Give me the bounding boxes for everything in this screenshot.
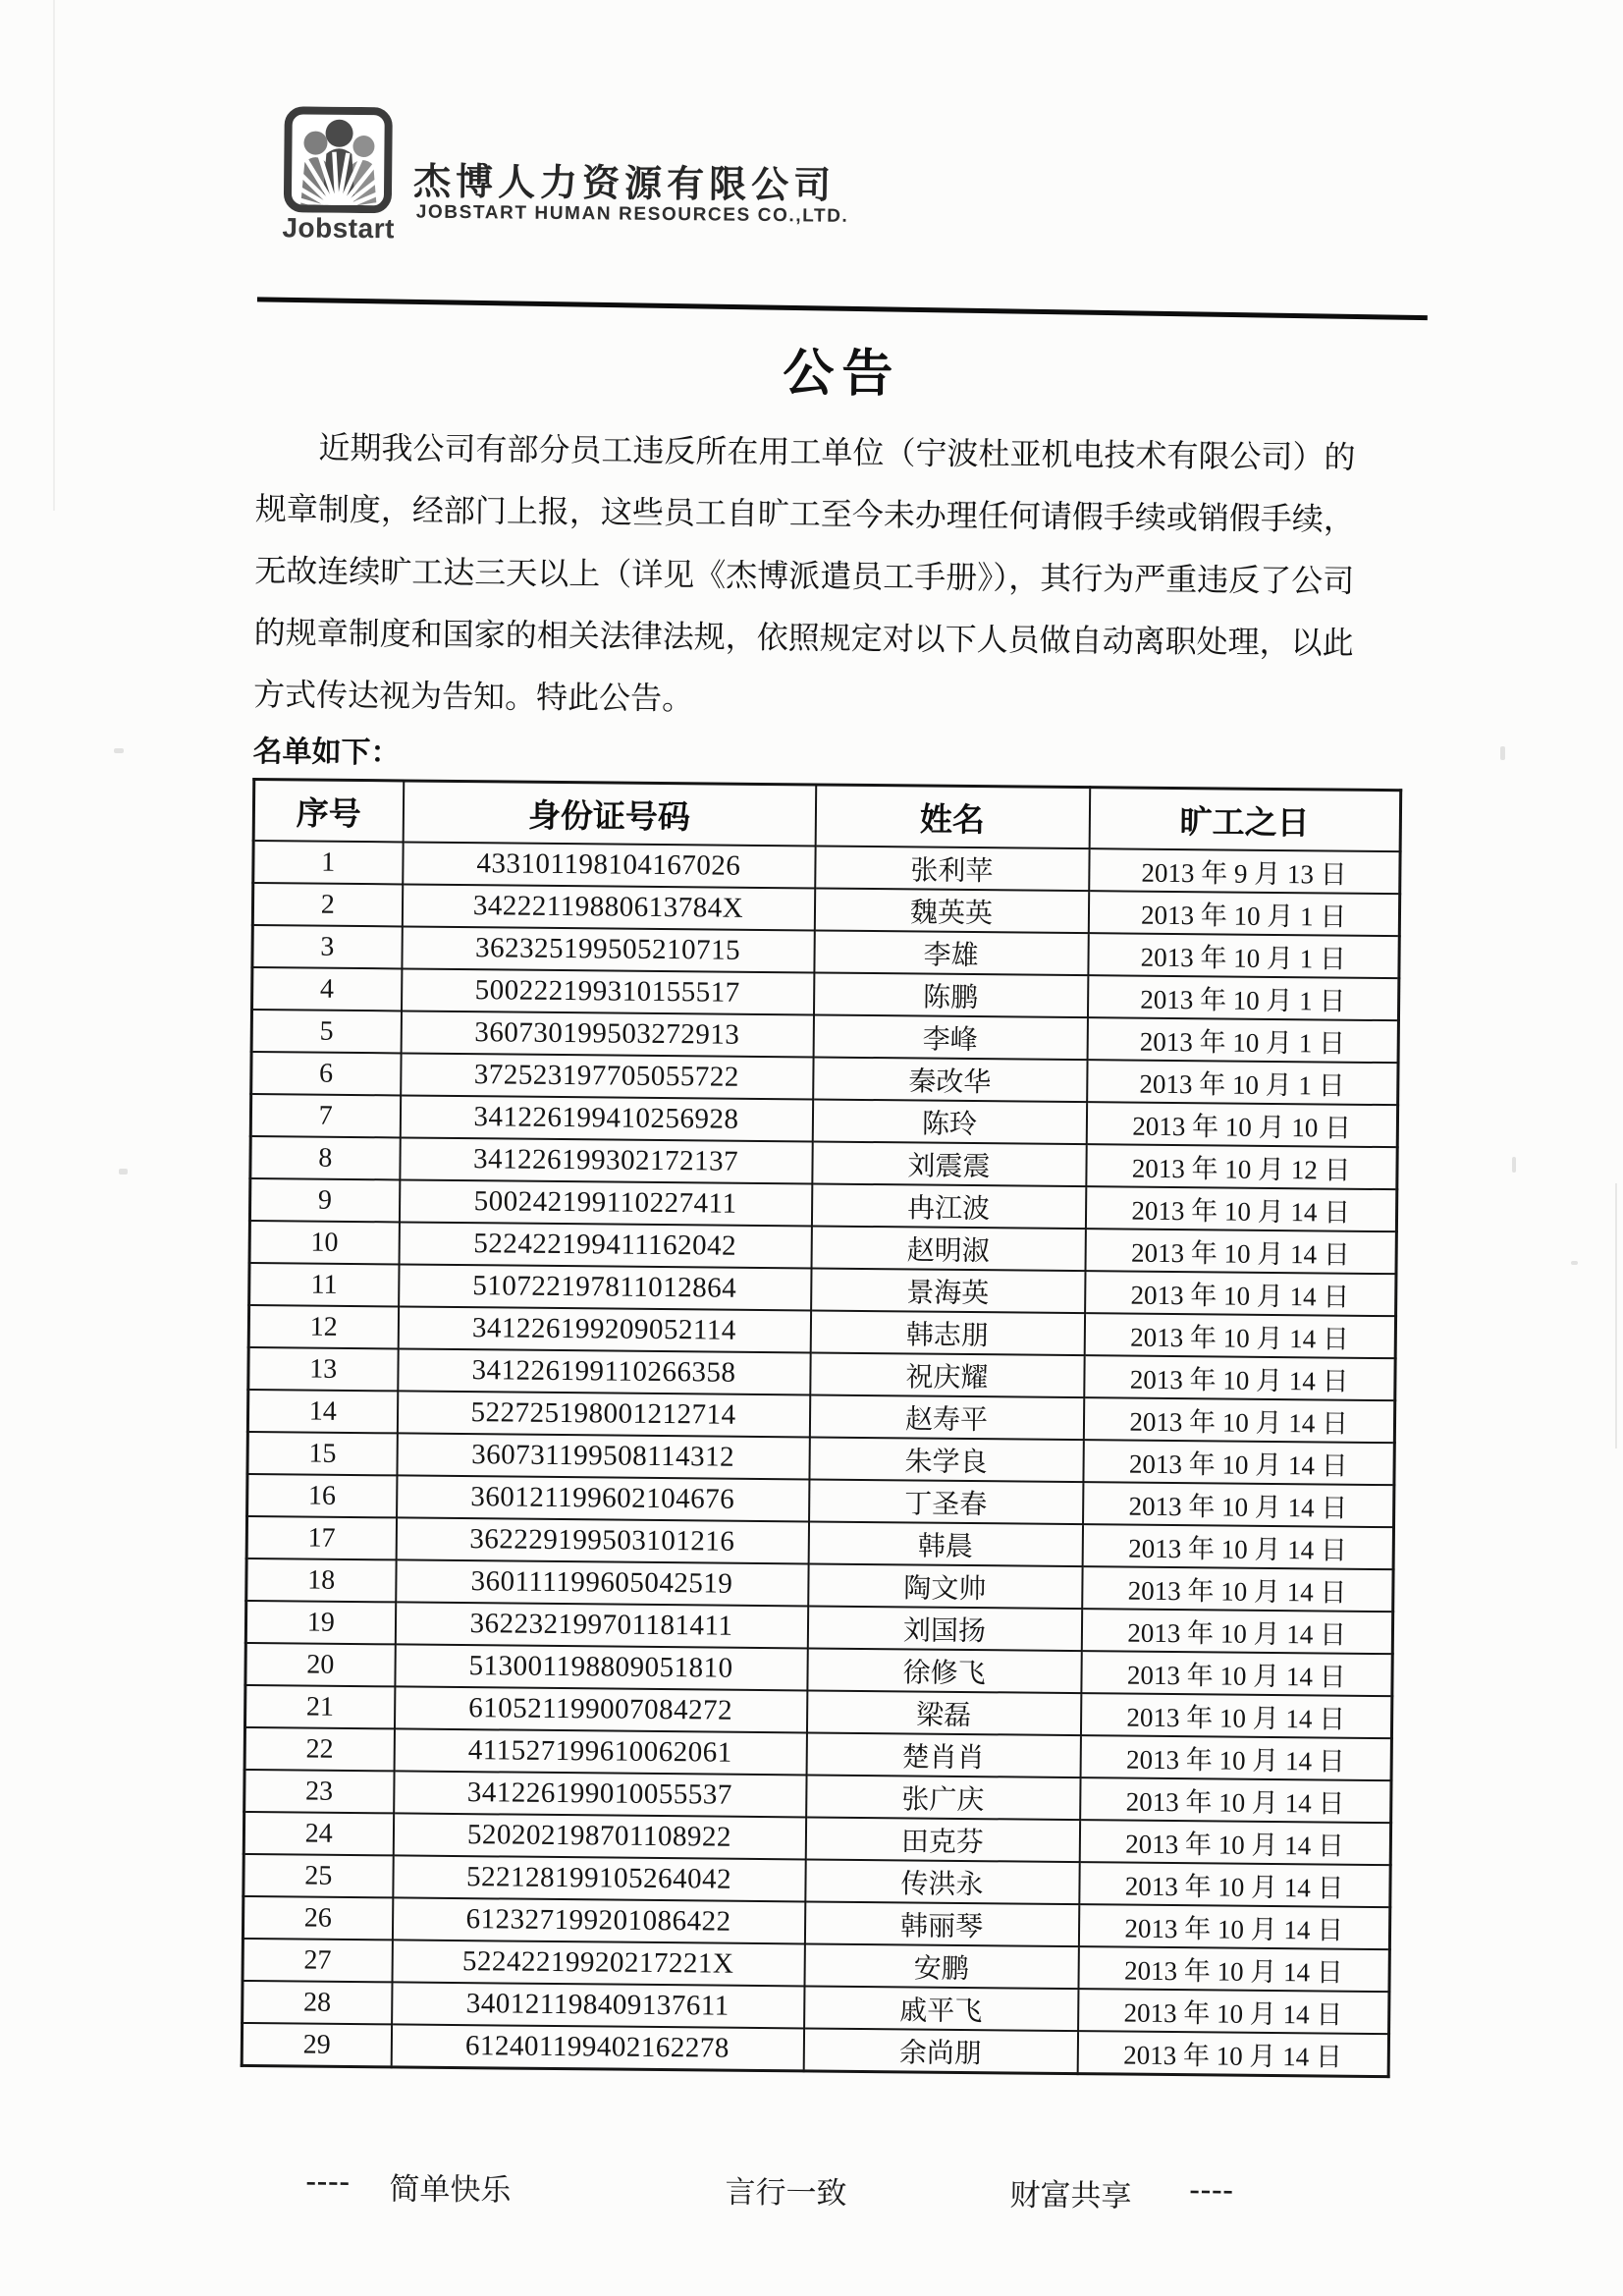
cell-id-number: 34222119880613784X — [402, 884, 814, 930]
footer-slogan: 简单快乐 — [389, 2171, 512, 2208]
cell-absence-date: 2013 年 10 月 14 日 — [1079, 1820, 1390, 1865]
cell-serial-number: 16 — [247, 1474, 397, 1517]
cell-serial-number: 6 — [251, 1052, 401, 1095]
cell-name: 张利苹 — [815, 846, 1089, 891]
cell-absence-date: 2013 年 10 月 14 日 — [1078, 1946, 1389, 1992]
cell-absence-date: 2013 年 10 月 14 日 — [1081, 1609, 1392, 1654]
cell-id-number: 500222199310155517 — [402, 968, 814, 1014]
footer-dash-right: ---- — [1189, 2171, 1234, 2207]
cell-absence-date: 2013 年 10 月 14 日 — [1085, 1271, 1396, 1316]
table-header-row — [253, 779, 1401, 851]
cell-name: 戚平飞 — [804, 1986, 1078, 2031]
cell-id-number: 341226199410256928 — [400, 1095, 812, 1141]
cell-absence-date: 2013 年 10 月 14 日 — [1083, 1440, 1394, 1485]
cell-serial-number: 18 — [246, 1558, 396, 1602]
cell-name: 陈玲 — [812, 1099, 1086, 1144]
cell-serial-number: 20 — [245, 1643, 395, 1686]
cell-serial-number: 26 — [243, 1896, 392, 1940]
cell-name: 徐修飞 — [807, 1648, 1081, 1693]
cell-id-number: 513001198809051810 — [395, 1644, 807, 1690]
cell-absence-date: 2013 年 10 月 14 日 — [1084, 1355, 1395, 1400]
cell-absence-date: 2013 年 10 月 1 日 — [1087, 1017, 1398, 1063]
cell-serial-number: 14 — [247, 1390, 397, 1433]
scan-artifact — [53, 0, 55, 511]
col-header-no: 序号 — [253, 779, 404, 842]
paragraph-line: 规章制度，经部门上报，这些员工自旷工至今未办理任何请假手续或销假手续， — [254, 490, 1356, 537]
cell-name: 魏英英 — [814, 888, 1088, 933]
cell-name: 韩志朋 — [810, 1310, 1084, 1355]
cell-absence-date: 2013 年 10 月 1 日 — [1087, 975, 1398, 1020]
jobstart-logo-icon — [283, 106, 394, 213]
cell-id-number: 341226199209052114 — [398, 1306, 810, 1352]
cell-absence-date: 2013 年 10 月 14 日 — [1078, 1904, 1389, 1949]
cell-absence-date: 2013 年 10 月 14 日 — [1080, 1735, 1391, 1780]
cell-absence-date: 2013 年 10 月 14 日 — [1078, 1989, 1389, 2034]
cell-id-number: 362325199505210715 — [402, 926, 814, 972]
paragraph-line: 近期我公司有部分员工违反所在用工单位（宁波杜亚机电技术有限公司）的 — [318, 429, 1356, 475]
cell-name: 朱学良 — [809, 1437, 1083, 1482]
cell-serial-number: 19 — [245, 1601, 395, 1644]
cell-id-number: 360111199605042519 — [396, 1559, 808, 1606]
page-title: 公告 — [782, 346, 901, 404]
cell-serial-number: 3 — [252, 925, 402, 968]
logo-brand-text: Jobstart — [282, 212, 396, 245]
cell-absence-date: 2013 年 10 月 14 日 — [1079, 1862, 1390, 1907]
cell-name: 景海英 — [811, 1268, 1085, 1313]
cell-serial-number: 21 — [244, 1685, 394, 1728]
cell-absence-date: 2013 年 10 月 1 日 — [1088, 933, 1399, 978]
cell-id-number: 500242199110227411 — [399, 1179, 811, 1226]
footer-slogan: 财富共享 — [1009, 2177, 1132, 2214]
company-name-en: JOBSTART HUMAN RESOURCES CO.,LTD. — [415, 201, 849, 227]
scan-artifact — [1512, 1157, 1516, 1173]
cell-id-number: 360730199503272913 — [401, 1011, 813, 1057]
cell-name: 李雄 — [814, 930, 1088, 975]
cell-name: 田克芬 — [805, 1817, 1079, 1862]
absence-roster-table — [241, 778, 1403, 2078]
scan-artifact — [1500, 746, 1505, 760]
cell-id-number: 360731199508114312 — [397, 1433, 809, 1479]
cell-name: 陶文帅 — [808, 1563, 1082, 1609]
cell-id-number: 522422199411162042 — [399, 1222, 811, 1268]
cell-name: 余尚朋 — [803, 2028, 1077, 2073]
cell-absence-date: 2013 年 10 月 1 日 — [1088, 891, 1399, 936]
cell-id-number: 372523197705055722 — [401, 1053, 813, 1099]
cell-absence-date: 2013 年 10 月 14 日 — [1080, 1693, 1391, 1738]
people-sunburst-icon — [283, 106, 394, 213]
cell-absence-date: 2013 年 10 月 14 日 — [1082, 1566, 1393, 1612]
cell-absence-date: 2013 年 10 月 14 日 — [1084, 1313, 1395, 1358]
cell-name: 刘国扬 — [807, 1606, 1081, 1651]
footer-slogan: 言行一致 — [725, 2174, 847, 2211]
cell-serial-number: 9 — [249, 1178, 399, 1222]
cell-name: 祝庆耀 — [810, 1352, 1084, 1397]
cell-id-number: 341226199110266358 — [398, 1348, 810, 1394]
cell-absence-date: 2013 年 9 月 13 日 — [1089, 848, 1400, 894]
cell-serial-number: 11 — [249, 1263, 399, 1306]
cell-serial-number: 8 — [250, 1136, 400, 1179]
footer-dash-left: ---- — [305, 2162, 352, 2198]
cell-absence-date: 2013 年 10 月 14 日 — [1083, 1482, 1394, 1527]
cell-id-number: 612327199201086422 — [392, 1897, 804, 1943]
cell-absence-date: 2013 年 10 月 14 日 — [1077, 2031, 1388, 2077]
cell-absence-date: 2013 年 10 月 12 日 — [1086, 1144, 1397, 1189]
cell-absence-date: 2013 年 10 月 14 日 — [1082, 1524, 1393, 1569]
scan-artifact — [1571, 1261, 1578, 1265]
company-name-zh: 杰博人力资源有限公司 — [412, 161, 837, 207]
cell-id-number: 52242219920217221X — [392, 1940, 804, 1986]
absence-table-wrapper — [241, 778, 1403, 2078]
cell-serial-number: 24 — [243, 1812, 393, 1855]
cell-serial-number: 1 — [253, 841, 403, 884]
cell-name: 梁磊 — [806, 1690, 1080, 1735]
cell-name: 楚肖肖 — [806, 1732, 1080, 1777]
header-rule — [257, 297, 1428, 320]
cell-serial-number: 27 — [243, 1939, 392, 1982]
cell-name: 赵寿平 — [809, 1394, 1083, 1440]
cell-name: 安鹏 — [804, 1943, 1078, 1989]
cell-name: 冉江波 — [811, 1183, 1085, 1229]
cell-id-number: 360121199602104676 — [397, 1475, 809, 1521]
cell-name: 刘震震 — [812, 1141, 1086, 1186]
cell-absence-date: 2013 年 10 月 14 日 — [1085, 1186, 1396, 1231]
cell-absence-date: 2013 年 10 月 14 日 — [1083, 1397, 1394, 1443]
paragraph-line: 方式传达视为告知。特此公告。 — [252, 676, 694, 717]
cell-serial-number: 7 — [250, 1094, 400, 1137]
col-header-id: 身份证号码 — [403, 781, 816, 847]
cell-id-number: 341226199302172137 — [400, 1137, 812, 1183]
cell-absence-date: 2013 年 10 月 14 日 — [1080, 1777, 1391, 1823]
cell-absence-date: 2013 年 10 月 14 日 — [1085, 1229, 1396, 1274]
cell-id-number: 522725198001212714 — [397, 1391, 809, 1437]
paragraph-line: 无故连续旷工达三天以上（详见《杰博派遣员工手册》），其行为严重违反了公司 — [254, 552, 1355, 599]
cell-serial-number: 13 — [248, 1347, 398, 1391]
cell-name: 韩晨 — [808, 1521, 1082, 1566]
cell-id-number: 411527199610062061 — [394, 1728, 806, 1775]
cell-name: 张广庆 — [806, 1775, 1080, 1820]
scan-artifact — [114, 748, 124, 753]
cell-serial-number: 25 — [243, 1854, 393, 1897]
cell-id-number: 362232199701181411 — [395, 1602, 807, 1648]
cell-id-number: 520202198701108922 — [393, 1813, 805, 1859]
cell-serial-number: 10 — [249, 1221, 399, 1264]
cell-id-number: 340121198409137611 — [392, 1982, 804, 2028]
table-body — [242, 841, 1400, 2077]
list-intro-label: 名单如下： — [252, 735, 401, 770]
cell-id-number: 362229199503101216 — [396, 1517, 808, 1563]
cell-id-number: 612401199402162278 — [391, 2024, 803, 2071]
scan-artifact — [1615, 1183, 1617, 1449]
cell-serial-number: 23 — [244, 1770, 394, 1813]
cell-absence-date: 2013 年 10 月 1 日 — [1087, 1060, 1398, 1105]
cell-name: 传洪永 — [805, 1859, 1079, 1904]
cell-name: 赵明淑 — [811, 1226, 1085, 1271]
cell-absence-date: 2013 年 10 月 10 日 — [1086, 1102, 1397, 1147]
cell-id-number: 510722197811012864 — [399, 1264, 811, 1310]
cell-serial-number: 4 — [252, 967, 402, 1011]
cell-id-number: 433101198104167026 — [403, 842, 815, 888]
cell-name: 韩丽琴 — [804, 1901, 1078, 1946]
cell-serial-number: 17 — [246, 1516, 396, 1559]
cell-serial-number: 29 — [242, 2023, 391, 2067]
cell-serial-number: 5 — [251, 1010, 401, 1053]
cell-name: 秦改华 — [813, 1057, 1087, 1102]
cell-name: 李峰 — [813, 1014, 1087, 1060]
cell-serial-number: 28 — [243, 1981, 392, 2024]
scan-artifact — [119, 1169, 128, 1175]
cell-name: 陈鹏 — [813, 972, 1087, 1017]
cell-serial-number: 2 — [252, 883, 402, 926]
cell-name: 丁圣春 — [809, 1479, 1083, 1524]
cell-serial-number: 15 — [247, 1432, 397, 1475]
notice-paragraph — [253, 416, 1434, 738]
cell-id-number: 522128199105264042 — [393, 1855, 805, 1901]
col-header-date: 旷工之日 — [1089, 788, 1401, 852]
paragraph-line: 的规章制度和国家的相关法律法规，依照规定对以下人员做自动离职处理，以此 — [253, 614, 1354, 661]
cell-id-number: 341226199010055537 — [394, 1771, 806, 1817]
cell-id-number: 610521199007084272 — [394, 1686, 806, 1732]
cell-absence-date: 2013 年 10 月 14 日 — [1081, 1651, 1392, 1696]
cell-serial-number: 22 — [244, 1727, 394, 1771]
col-header-name: 姓名 — [815, 785, 1090, 848]
cell-serial-number: 12 — [248, 1305, 398, 1348]
